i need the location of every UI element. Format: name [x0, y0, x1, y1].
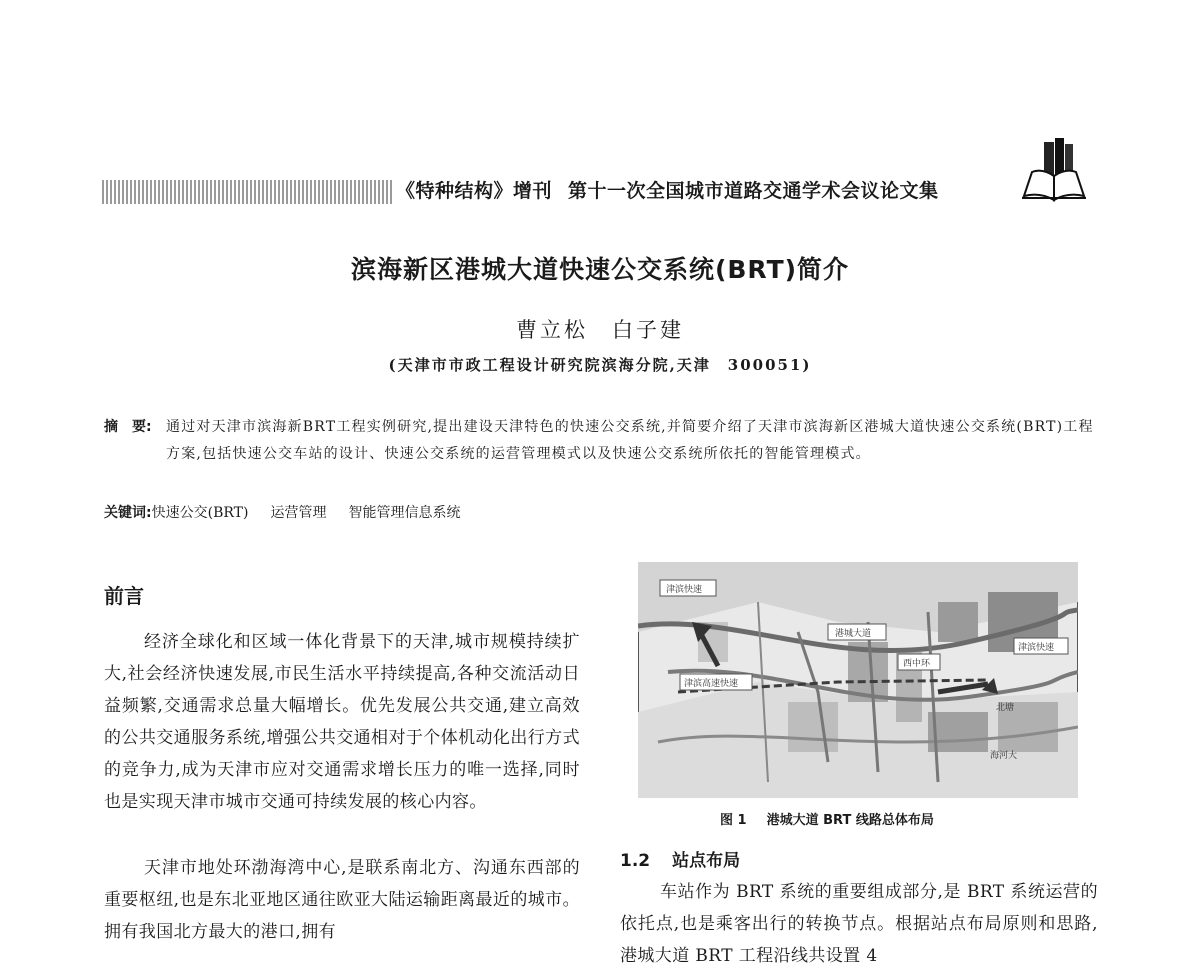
author-list — [0, 314, 1200, 344]
map-label: 西中环 — [903, 659, 931, 669]
abstract — [104, 414, 1100, 462]
journal-name: 《特种结构》增刊 — [396, 180, 553, 202]
paper-title: 滨海新区港城大道快速公交系统(BRT)简介 — [350, 255, 850, 284]
figure-caption-text: 港城大道 BRT 线路总体布局 — [766, 813, 934, 828]
author-name: 曹立松 — [516, 318, 588, 342]
abstract-text: 通过对天津市滨海新BRT工程实例研究,提出建设天津特色的快速公交系统,并简要介绍了天津市滨海新区港城大道快速公交系统(BRT)工程方案,包括快速公交车站的设计、快速公交系统的运营管理模式以及快速公交系统所依托的智能管理模式。 — [166, 419, 1094, 462]
map-label: 津滨快速 — [666, 585, 703, 595]
journal-header — [396, 176, 939, 203]
header-decoration-bar — [102, 180, 392, 204]
keyword: 智能管理信息系统 — [348, 505, 461, 521]
author-affiliation: (天津市市政工程设计研究院滨海分院,天津 300051) — [388, 356, 812, 374]
body-paragraph: 天津市地处环渤海湾中心,是联系南北方、沟通东西部的重要枢纽,也是东北亚地区通往欧亚大陆运输距离最近的城市。拥有我国北方最大的港口,拥有 — [104, 858, 580, 942]
figure-number: 图 1 — [720, 813, 747, 828]
conference-name: 第十一次全国城市道路交通学术会议论文集 — [568, 180, 939, 202]
subsection-heading-station-layout — [620, 846, 740, 871]
map-label: 海河大 — [990, 751, 1018, 761]
figure-caption — [720, 809, 1010, 828]
keyword: 运营管理 — [270, 505, 327, 521]
author-name: 白子建 — [612, 318, 684, 342]
map-label: 北塘 — [996, 703, 1015, 713]
body-paragraph: 车站作为 BRT 系统的重要组成部分,是 BRT 系统运营的依托点,也是乘客出行的转换节点。根据站点布局原则和思路,港城大道 BRT 工程沿线共设置 4 — [620, 882, 1098, 966]
keyword: 快速公交(BRT) — [151, 505, 249, 521]
keywords — [104, 502, 460, 524]
keywords-label: 关键词: — [104, 505, 152, 521]
subsection-number: 1.2 — [620, 851, 651, 871]
abstract-label: 摘 要: — [104, 419, 152, 435]
map-label: 津滨高速快速 — [684, 679, 739, 689]
subsection-title: 站点布局 — [672, 851, 741, 871]
book-icon — [1022, 136, 1088, 206]
map-label: 津滨快速 — [1018, 643, 1055, 653]
section-heading-preface: 前言 — [104, 584, 144, 608]
route-map-figure — [638, 562, 1078, 798]
map-label: 港城大道 — [835, 629, 872, 639]
body-paragraph: 经济全球化和区域一体化背景下的天津,城市规模持续扩大,社会经济快速发展,市民生活水平持续提高,各种交流活动日益频繁,交通需求总量大幅增长。优先发展公共交通,建立高效的公共交通服务系统,增强公共交通相对于个体机动化出行方式的竞争力,成为天津市应对交通需求增长压力的唯一选择,同时也是实现天津市城市交通可持续发展的核心内容。 — [104, 632, 580, 812]
